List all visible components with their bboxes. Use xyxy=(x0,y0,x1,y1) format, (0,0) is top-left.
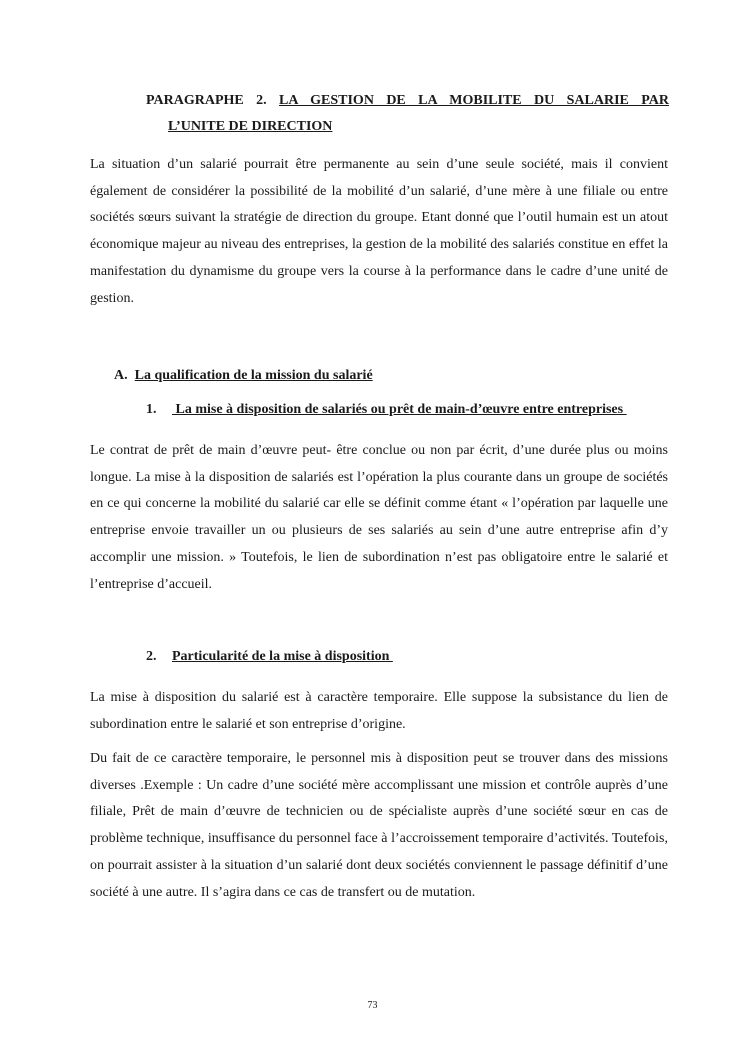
subsection-1-number: 1. xyxy=(146,402,157,417)
heading-title-line-1: LA GESTION DE LA MOBILITE DU SALARIE PAR xyxy=(279,93,670,108)
subsection-1-heading xyxy=(146,399,627,421)
heading-title-line-2: L’UNITE DE DIRECTION xyxy=(168,119,333,134)
body-paragraph-1: La situation d’un salarié pourrait être permanente au sein d’une seule société, mais il convient également de considérer la possibilité de la mobilité d’un salarié, d’une mère à une filiale ou entre sociétés sœurs suivant la stratégie de direction du groupe. Etant donné que l’outil humain est un atout économique majeur au niveau des entreprises, la gestion de la mobilité des salariés constitue en effet la manifestation du dynamisme du groupe vers la course à la performance dans le cadre d’une unité de gestion. xyxy=(90,157,668,306)
section-a-title: La qualification de la mission du salarié xyxy=(134,368,373,383)
heading-prefix: PARAGRAPHE 2. xyxy=(146,93,267,108)
page-number: 73 xyxy=(367,1000,378,1011)
body-paragraph-2: Le contrat de prêt de main d’œuvre peut- être conclue ou non par écrit, d’une durée plus ou moins longue. La mise à la disposition de salariés est l’opération la plus courante dans un groupe de sociétés en ce qui concerne la mobilité du salarié car elle se définit comme étant « l’opération par laquelle une entreprise envoie travailler un ou plusieurs de ses salariés au sein d’une autre entreprise afin d’y accomplir une mission. » Toutefois, le lien de subordination n’est pas obligatoire entre le salarié et l’entreprise d’accueil. xyxy=(90,443,668,592)
subsection-2-heading xyxy=(146,646,393,668)
section-a-heading xyxy=(114,365,373,387)
body-paragraph-4: Du fait de ce caractère temporaire, le personnel mis à disposition peut se trouver dans des missions diverses .Exemple : Un cadre d’une société mère accomplissant une mission et contrôle auprès d’une filiale, Prêt de main d’œuvre de technicien ou de spécialiste auprès d’une société sœur en cas de problème technique, insuffisance du personnel face à l’accroissement temporaire d’activités. Toutefois, on pourrait assister à la situation d’un salarié dont deux sociétés conviennent le passage définitif d’une société à une autre. Il s’agira dans ce cas de transfert ou de mutation. xyxy=(90,751,668,900)
body-paragraph-3: La mise à disposition du salarié est à caractère temporaire. Elle suppose la subsistance du lien de subordination entre le salarié et son entreprise d’origine. xyxy=(90,690,668,732)
section-a-label: A. xyxy=(114,368,128,383)
subsection-1-title: La mise à disposition de salariés ou prêt de main-d’œuvre entre entreprises xyxy=(172,402,627,417)
subsection-2-title: Particularité de la mise à disposition xyxy=(172,649,393,664)
subsection-2-number: 2. xyxy=(146,649,157,664)
heading-line-1 xyxy=(146,88,669,114)
paragraph-heading xyxy=(146,88,669,140)
